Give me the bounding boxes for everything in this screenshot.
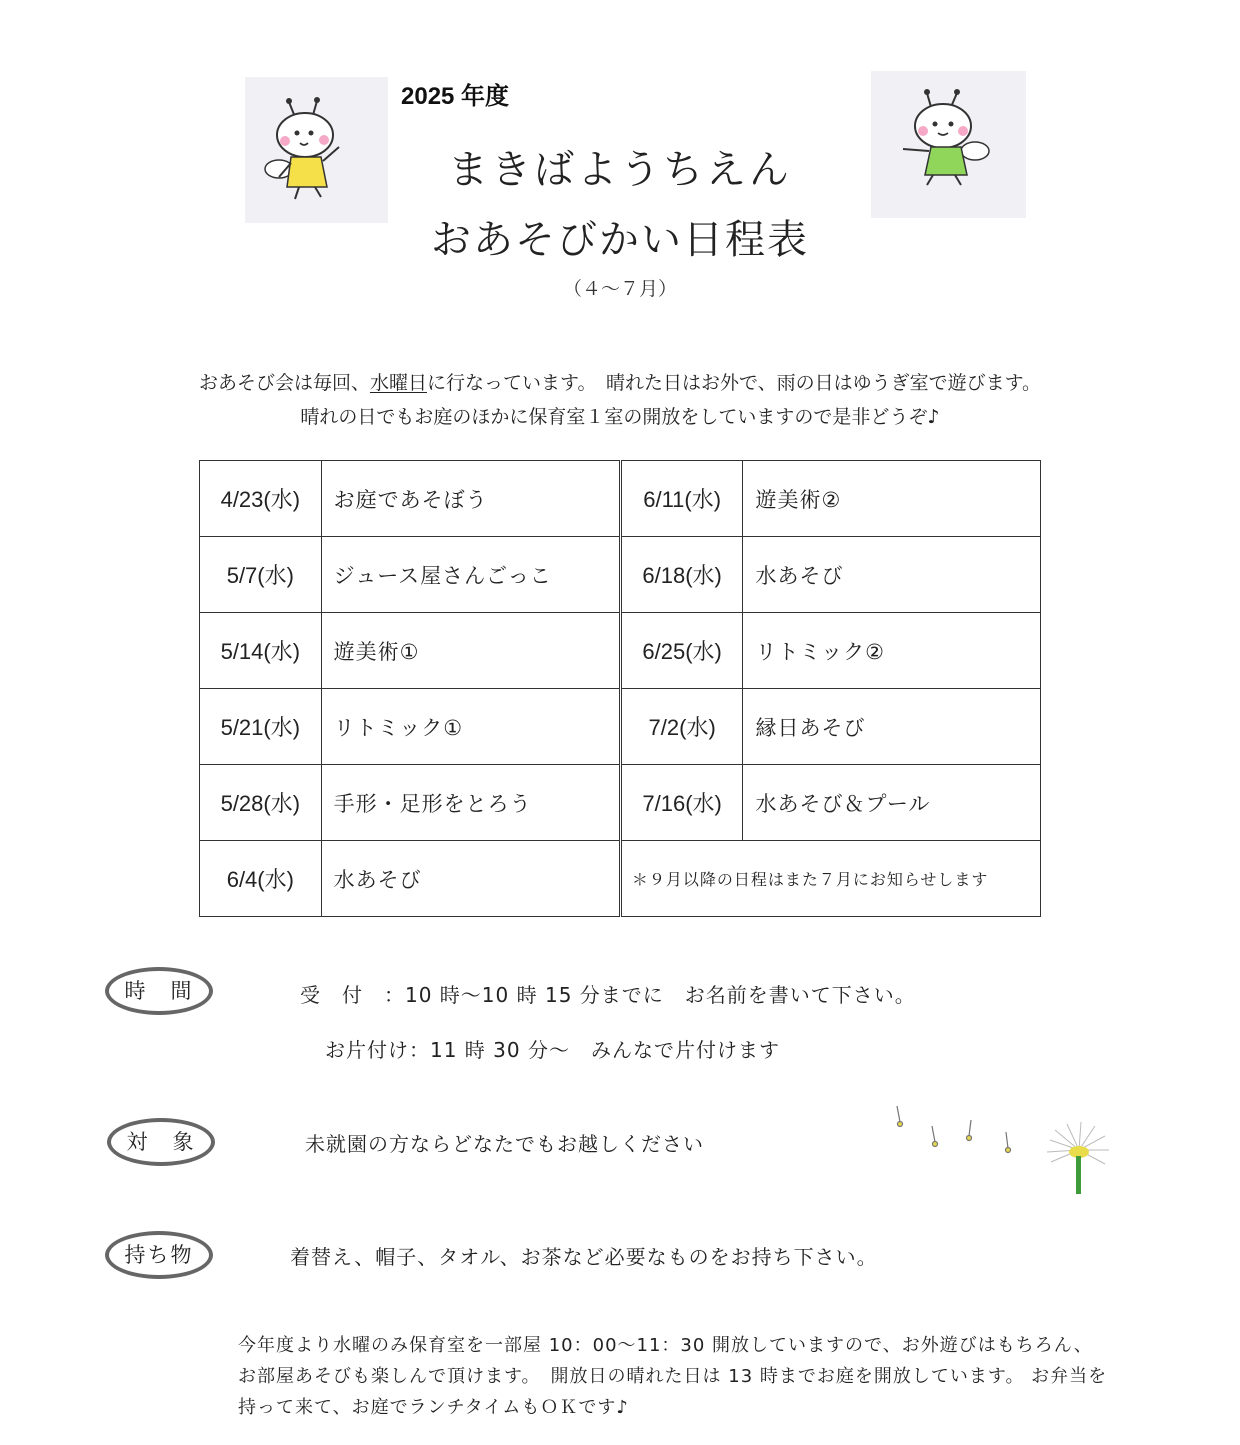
schedule-date: 5/7(水) <box>200 537 322 613</box>
schedule-date: 5/14(水) <box>200 613 322 689</box>
table-row <box>200 461 1041 537</box>
schedule-event: 手形・足形をとろう <box>321 765 620 841</box>
cleanup-time: お片付け：11 時 30 分～ みんなで片付けます <box>325 1038 780 1062</box>
schedule-date: 6/25(水) <box>620 613 743 689</box>
items-text: 着替え、帽子、タオル、お茶など必要なものをお持ち下さい。 <box>290 1245 878 1269</box>
page-title: おあそびかい日程表 <box>431 217 809 263</box>
year-label: 2025 年度 <box>401 83 510 110</box>
table-row <box>200 613 1041 689</box>
schedule-date: 5/28(水) <box>200 765 322 841</box>
schedule-event: 水あそび <box>321 841 620 917</box>
intro-line-2: 晴れの日でもお庭のほかに保育室１室の開放をしていますので是非どうぞ♪ <box>300 406 940 428</box>
schedule-table <box>199 460 1041 917</box>
target-label: 対 象 <box>107 1118 215 1166</box>
schedule-event: お庭であそぼう <box>321 461 620 537</box>
target-text: 未就園の方ならどなたでもお越しください <box>305 1132 704 1156</box>
table-row <box>200 689 1041 765</box>
intro-text: に行なっています。 晴れた日はお外で、雨の日はゆうぎ室で遊びます。 <box>426 372 1042 394</box>
table-row <box>200 765 1041 841</box>
schedule-date: 6/11(水) <box>620 461 743 537</box>
schedule-date: 4/23(水) <box>200 461 322 537</box>
schedule-event: リトミック② <box>743 613 1041 689</box>
intro-line-1 <box>0 368 1240 395</box>
items-label: 持ち物 <box>105 1231 213 1279</box>
schedule-event: 水あそび＆プール <box>743 765 1041 841</box>
schedule-event: 遊美術② <box>743 461 1041 537</box>
reception-time: 受 付 ：10 時～10 時 15 分までに お名前を書いて下さい。 <box>300 983 916 1007</box>
schedule-date: 5/21(水) <box>200 689 322 765</box>
schedule-note: ＊９月以降の日程はまた７月にお知らせします <box>620 841 1040 917</box>
schedule-date: 7/16(水) <box>620 765 743 841</box>
intro-text: おあそび会は毎回、 <box>198 372 370 394</box>
dandelion-icon <box>885 1100 1115 1200</box>
schedule-event: 水あそび <box>743 537 1041 613</box>
table-row <box>200 537 1041 613</box>
schedule-event: 縁日あそび <box>743 689 1041 765</box>
table-row <box>200 841 1041 917</box>
period-label: （４～７月） <box>562 278 677 300</box>
schedule-event: 遊美術① <box>321 613 620 689</box>
schedule-date: 6/4(水) <box>200 841 322 917</box>
footer-note: 今年度より水曜のみ保育室を一部屋 10：00～11：30 開放していますので、お外遊びはもちろん、お部屋あそびも楽しんで頂けます。 開放日の晴れた日は 13 時までお庭を開放しています。 お弁当を持って来て、お庭でランチタイムもＯＫです♪ <box>238 1335 1108 1418</box>
intro-weekday: 水曜日 <box>369 372 427 394</box>
kindergarten-name: まきばようちえん <box>448 147 792 193</box>
time-label: 時 間 <box>105 967 213 1015</box>
schedule-date: 7/2(水) <box>620 689 743 765</box>
schedule-date: 6/18(水) <box>620 537 743 613</box>
schedule-event: リトミック① <box>321 689 620 765</box>
schedule-event: ジュース屋さんごっこ <box>321 537 620 613</box>
